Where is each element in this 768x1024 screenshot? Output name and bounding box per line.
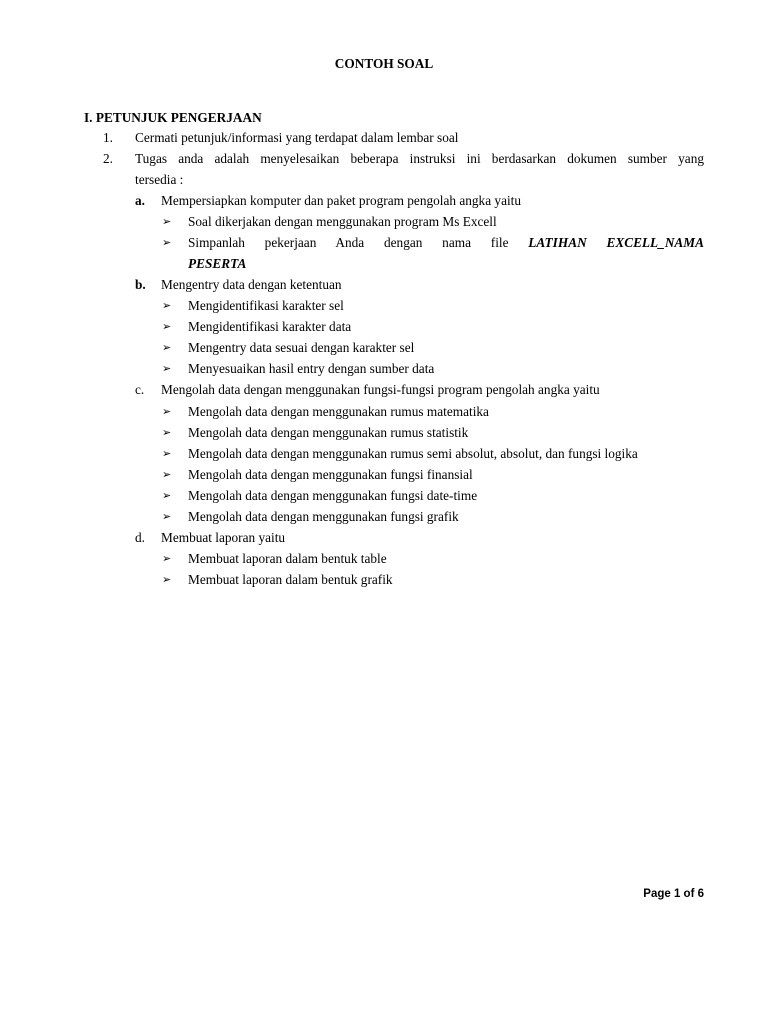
sub-a-bullet-2-filename: LATIHAN EXCELL_NAMA xyxy=(528,235,704,250)
sub-a-letter: a. xyxy=(135,193,145,208)
sub-c-bullet-6: Mengolah data dengan menggunakan fungsi grafik xyxy=(188,509,459,524)
item-text-2-line2: tersedia : xyxy=(135,172,184,187)
sub-b-bullet-1: Mengidentifikasi karakter sel xyxy=(188,298,344,313)
sub-d-bullet-1: Membuat laporan dalam bentuk table xyxy=(188,551,387,566)
section-title: PETUNJUK PENGERJAAN xyxy=(95,110,262,125)
arrow-bullet-icon: ➢ xyxy=(162,215,172,228)
sub-b-bullet-4: Menyesuaikan hasil entry dengan sumber data xyxy=(188,361,435,376)
item-text-2-line1: Tugas anda adalah menyelesaikan beberapa instruksi ini berdasarkan dokumen sumber yang xyxy=(135,151,704,166)
sub-c-bullet-3: Mengolah data dengan menggunakan rumus semi absolut, absolut, dan fungsi logika xyxy=(188,446,638,461)
document-title: CONTOH SOAL xyxy=(334,56,434,71)
sub-a-bullet-2-line1 xyxy=(188,235,704,251)
sub-b-bullet-3: Mengentry data sesuai dengan karakter sel xyxy=(188,340,415,355)
arrow-bullet-icon: ➢ xyxy=(162,447,172,460)
sub-a-text: Mempersiapkan komputer dan paket program pengolah angka yaitu xyxy=(161,193,522,208)
arrow-bullet-icon: ➢ xyxy=(162,510,172,523)
sub-d-letter: d. xyxy=(135,530,145,545)
arrow-bullet-icon: ➢ xyxy=(162,552,172,565)
sub-d-text: Membuat laporan yaitu xyxy=(161,530,286,545)
item-number-2: 2. xyxy=(103,151,113,166)
section-number: I. xyxy=(84,110,93,125)
arrow-bullet-icon: ➢ xyxy=(162,405,172,418)
sub-b-letter: b. xyxy=(135,277,146,292)
sub-c-text: Mengolah data dengan menggunakan fungsi-fungsi program pengolah angka yaitu xyxy=(161,382,600,397)
sub-b-bullet-2: Mengidentifikasi karakter data xyxy=(188,319,352,334)
sub-a-bullet-1: Soal dikerjakan dengan menggunakan program Ms Excell xyxy=(188,214,497,229)
arrow-bullet-icon: ➢ xyxy=(162,489,172,502)
arrow-bullet-icon: ➢ xyxy=(162,468,172,481)
page-number: Page 1 of 6 xyxy=(643,888,704,900)
sub-c-letter: c. xyxy=(135,382,145,397)
sub-b-text: Mengentry data dengan ketentuan xyxy=(161,277,342,292)
sub-d-bullet-2: Membuat laporan dalam bentuk grafik xyxy=(188,572,393,587)
item-text-1: Cermati petunjuk/informasi yang terdapat dalam lembar soal xyxy=(135,130,459,145)
item-number-1: 1. xyxy=(103,130,113,145)
arrow-bullet-icon: ➢ xyxy=(162,236,172,249)
sub-c-bullet-2: Mengolah data dengan menggunakan rumus statistik xyxy=(188,425,469,440)
section-heading xyxy=(84,110,262,126)
sub-a-bullet-2-line2: PESERTA xyxy=(188,256,247,271)
arrow-bullet-icon: ➢ xyxy=(162,299,172,312)
arrow-bullet-icon: ➢ xyxy=(162,426,172,439)
arrow-bullet-icon: ➢ xyxy=(162,573,172,586)
arrow-bullet-icon: ➢ xyxy=(162,341,172,354)
sub-a-bullet-2-text: Simpanlah pekerjaan Anda dengan nama file xyxy=(188,235,529,250)
arrow-bullet-icon: ➢ xyxy=(162,320,172,333)
sub-c-bullet-1: Mengolah data dengan menggunakan rumus matematika xyxy=(188,404,489,419)
sub-c-bullet-5: Mengolah data dengan menggunakan fungsi date-time xyxy=(188,488,478,503)
sub-c-bullet-4: Mengolah data dengan menggunakan fungsi finansial xyxy=(188,467,473,482)
arrow-bullet-icon: ➢ xyxy=(162,362,172,375)
